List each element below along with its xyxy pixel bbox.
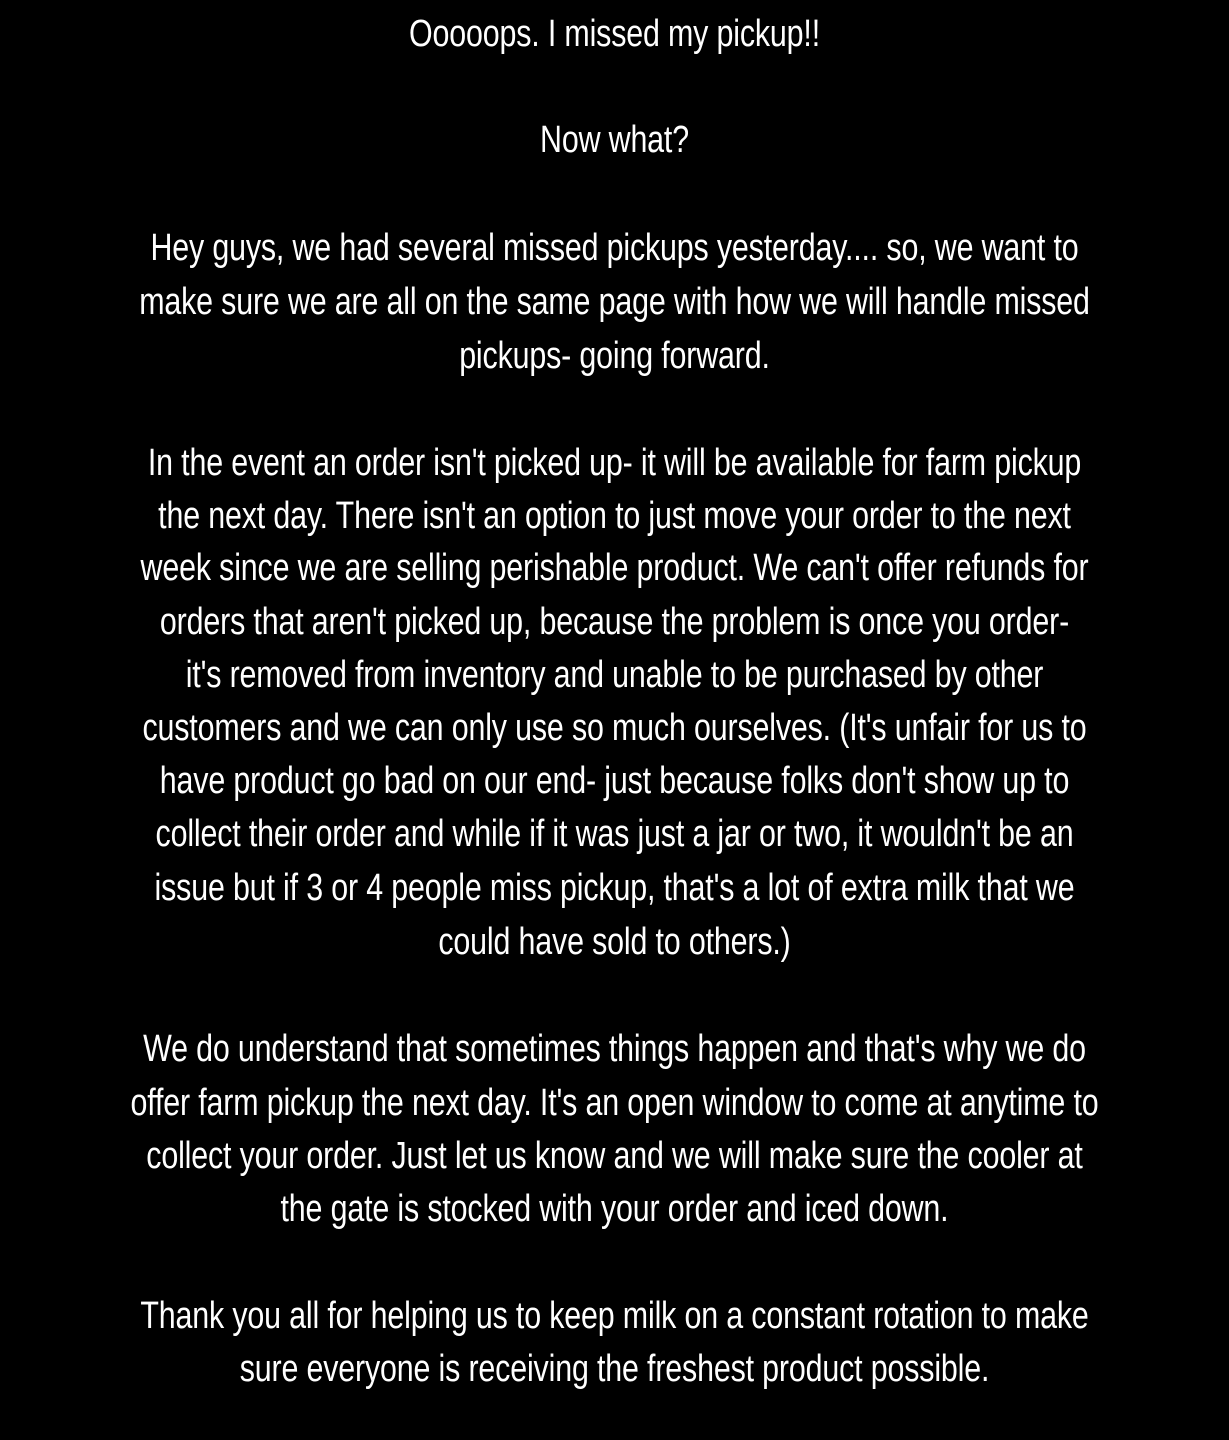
paragraph-2-line-2: the next day. There isn't an option to just move your order to the next — [158, 495, 1071, 537]
paragraph-2-line-6: customers and we can only use so much ourselves. (It's unfair for us to — [142, 707, 1087, 749]
paragraph-2-line-3: week since we are selling perishable product. We can't offer refunds for — [140, 547, 1089, 589]
paragraph-2-line-1: In the event an order isn't picked up- it will be available for farm pickup — [147, 442, 1082, 484]
paragraph-3-line-1: We do understand that sometimes things happen and that's why we do — [143, 1028, 1086, 1070]
paragraph-3-line-3: collect your order. Just let us know and we will make sure the cooler at — [146, 1135, 1083, 1177]
paragraph-2-line-7: have product go bad on our end- just because folks don't show up to — [159, 760, 1070, 802]
paragraph-2-line-8: collect their order and while if it was just a jar or two, it wouldn't be an — [155, 813, 1074, 855]
paragraph-4-line-1: Thank you all for helping us to keep milk on a constant rotation to make — [140, 1295, 1089, 1337]
paragraph-2-line-5: it's removed from inventory and unable to be purchased by other — [185, 654, 1044, 696]
paragraph-1-line-1: Hey guys, we had several missed pickups yesterday.... so, we want to — [150, 227, 1079, 269]
paragraph-1-line-2: make sure we are all on the same page with how we will handle missed — [139, 281, 1090, 323]
headline: Ooooops. I missed my pickup!! — [409, 13, 820, 55]
paragraph-2-line-4: orders that aren't picked up, because the problem is once you order- — [159, 601, 1070, 643]
paragraph-1-line-3: pickups- going forward. — [459, 335, 770, 377]
paragraph-2-line-10: could have sold to others.) — [438, 921, 791, 963]
subheadline: Now what? — [540, 119, 689, 161]
paragraph-4-line-2: sure everyone is receiving the freshest product possible. — [239, 1348, 990, 1390]
paragraph-3-line-4: the gate is stocked with your order and iced down. — [280, 1188, 949, 1230]
paragraph-3-line-2: offer farm pickup the next day. It's an open window to come at anytime to — [130, 1082, 1099, 1124]
paragraph-2-line-9: issue but if 3 or 4 people miss pickup, that's a lot of extra milk that we — [154, 867, 1075, 909]
